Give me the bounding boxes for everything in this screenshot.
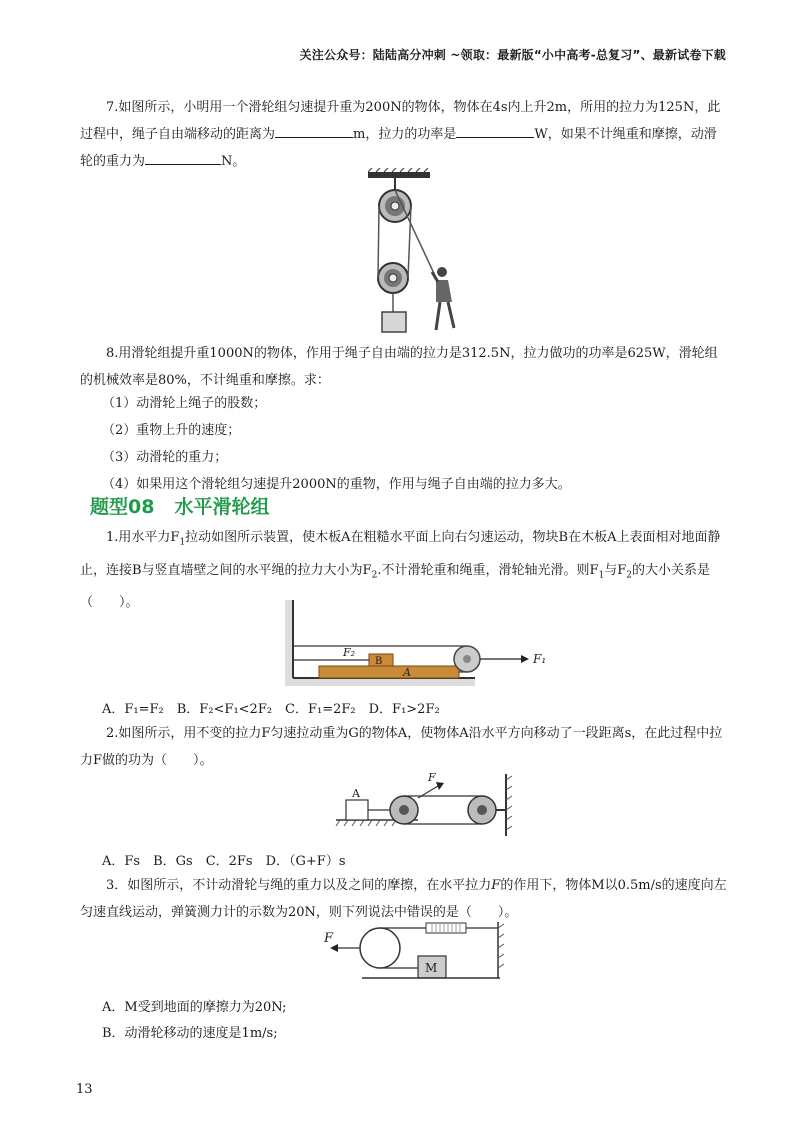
q8-item-3: （3）动滑轮的重力； [102, 450, 228, 465]
pulley-system-figure [362, 168, 472, 336]
p1-text-c: .不计滑轮重和绳重，滑轮轴光滑。则F [377, 562, 599, 578]
q7-blank-weight [145, 164, 221, 165]
p1-sub-3: 1 [598, 570, 605, 581]
horizontal-pulley-figure-1 [285, 600, 555, 686]
question-7 [80, 94, 728, 175]
p1-sub-2: 2 [371, 570, 378, 581]
label-m: M [425, 961, 438, 975]
q7-text-2: m，拉力的功率是 [353, 127, 457, 142]
q7-text-3: W，如果不计绳重和摩擦，动滑轮的重力为 [80, 127, 717, 169]
label-f2: F₂ [343, 646, 356, 659]
q7-blank-distance [275, 137, 353, 138]
block-a [346, 800, 368, 820]
p1-text-b: 拉动如图所示装置，使木板A在粗糙水平面上向右匀速运动，物块B在木板A上表面相对地面静止，连接B与竖直墙壁之间的水平绳的拉力大小为F [80, 530, 721, 578]
label-f1: F₁ [533, 652, 547, 666]
p1-text-a: 1.用水平力F [106, 530, 180, 545]
section-name: 水平滑轮组 [174, 496, 270, 518]
label-a: A [403, 666, 411, 679]
q8-item-4: （4）如果用这个滑轮组匀速提升2000N的重物，作用与绳子自由端的拉力多大。 [102, 477, 571, 492]
label-b: B [375, 656, 383, 667]
label-f2-fig: F [428, 771, 436, 784]
p3-text-f: F [491, 878, 501, 893]
horizontal-pulley-figure-2 [334, 770, 520, 836]
board-a [319, 666, 459, 678]
section-label: 题型08 [90, 496, 155, 518]
spring-scale-figure [322, 920, 506, 982]
p1-sub-4: 2 [626, 570, 632, 581]
problem-2: 2.如图所示，用不变的拉力F匀速拉动重为G的物体A，使物体A沿水平方向移动了一段距离s，在此过程中拉力F做的功为（ ）。 [80, 726, 723, 768]
question-8: 8.用滑轮组提升重1000N的物体，作用于绳子自由端的拉力是312.5N，拉力做功的功率是625W，滑轮组的机械效率是80%，不计绳重和摩擦。求： [80, 346, 718, 388]
p1-text-e: 的大小关系是（ ）。 [80, 562, 710, 611]
section-title [90, 492, 269, 519]
p2-options: A．Fs B．Gs C．2Fs D．（G+F）s [102, 854, 346, 869]
q8-item-1: （1）动滑轮上绳子的股数； [102, 396, 267, 411]
p3-text-a: 3．如图所示，不计动滑轮与绳的重力以及之间的摩擦，在水平拉力 [106, 878, 492, 893]
movable-pulley-3 [360, 928, 400, 968]
p3-text-b: 的作用下，物体M以0.5m/s的速度向左匀速直线运动，弹簧测力计的示数为20N，则下列说法中错误的是（ ）。 [80, 878, 727, 920]
q8-item-2: （2）重物上升的速度； [102, 423, 241, 438]
p3-option-a: A．M受到地面的摩擦力为20N; [102, 1000, 287, 1015]
problem-3 [80, 872, 728, 926]
page-header: 关注公众号：陆陆高分冲刺 ~领取：最新版“小中高考-总复习”、最新试卷下载 [299, 48, 726, 62]
label-f3: F [324, 931, 334, 946]
p1-sub-1: 1 [179, 537, 186, 548]
p1-options: A．F₁=F₂ B．F₂<F₁<2F₂ C．F₁=2F₂ D．F₁>2F₂ [102, 702, 440, 717]
person-figure [432, 267, 454, 330]
q7-blank-power [456, 137, 534, 138]
p3-option-b: B．动滑轮移动的速度是1m/s; [102, 1026, 278, 1041]
label-a2: A [352, 787, 360, 800]
q7-text-4: N。 [221, 154, 246, 169]
weight-block [382, 312, 406, 332]
q7-text-1: 7.如图所示，小明用一个滑轮组匀速提升重为200N的物体，物体在4s内上升2m，所用的拉力为125N，此过程中，绳子自由端移动的距离为 [80, 100, 721, 142]
page-number: 13 [76, 1082, 93, 1097]
p1-text-d: 与F [604, 562, 627, 578]
